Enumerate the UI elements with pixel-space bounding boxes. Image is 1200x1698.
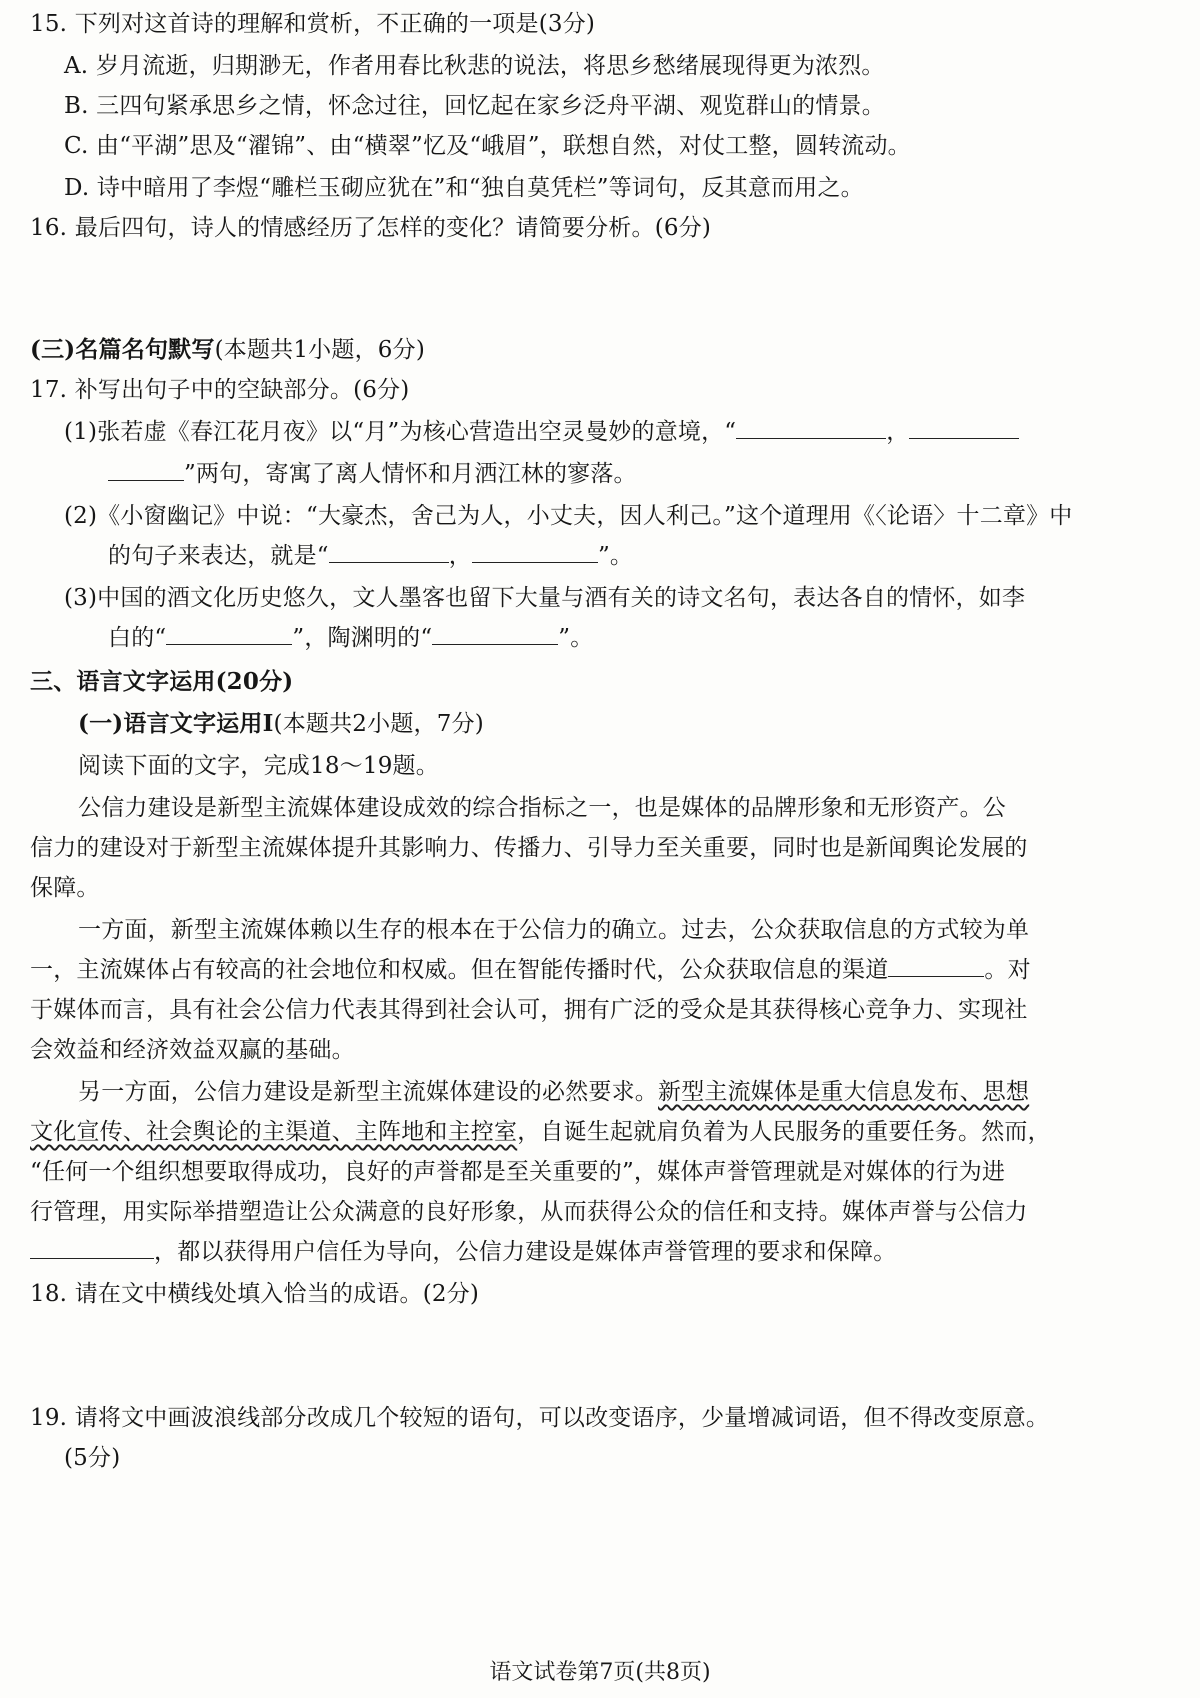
q17-item2-line1: (2)《小窗幽记》中说：“大豪杰，舍己为人，小丈夫，因人利己。”这个道理用《〈论语〉十二章》中	[64, 503, 1073, 529]
passage-p2-line2-tail: 。对	[984, 957, 1031, 983]
answer-blank	[329, 540, 449, 563]
passage-p3-line1-text: 另一方面，公信力建设是新型主流媒体建设的必然要求。	[78, 1079, 658, 1105]
q17-item1-line2	[108, 458, 637, 490]
q15-option-c: C. 由“平湖”思及“濯锦”、由“横翠”忆及“峨眉”，联想自然，对仗工整，圆转流动。	[64, 133, 911, 159]
passage-p1-line1: 公信力建设是新型主流媒体建设成效的综合指标之一，也是媒体的品牌形象和无形资产。公	[78, 795, 1006, 821]
q17-item1-tail: ”两句，寄寓了离人情怀和月洒江林的寥落。	[184, 461, 637, 487]
part-3-title: 三、语言文字运用(20分)	[30, 668, 294, 695]
wavy-underline-text: 文化宣传、社会舆论的主渠道、主阵地和主控室	[30, 1119, 518, 1145]
page-footer: 语文试卷第7页(共8页)	[489, 1660, 711, 1685]
q17-item1-text: (1)张若虚《春江花月夜》以“月”为核心营造出空灵曼妙的意境，“	[64, 419, 737, 445]
q17-item1-line1	[64, 416, 1019, 448]
q17-item2-line2	[108, 540, 633, 572]
q17-item2-head: 的句子来表达，就是“	[108, 543, 329, 569]
q18-stem: 18. 请在文中横线处填入恰当的成语。(2分)	[30, 1281, 480, 1307]
answer-blank	[888, 954, 984, 977]
passage-p2-line1: 一方面，新型主流媒体赖以生存的根本在于公信力的确立。过去，公众获取信息的方式较为单	[78, 917, 1030, 943]
q17-item3-mid: ”，陶渊明的“	[292, 625, 433, 651]
answer-blank	[30, 1236, 154, 1259]
q15-option-a: A. 岁月流逝，归期渺无，作者用春比秋悲的说法，将思乡愁绪展现得更为浓烈。	[64, 53, 885, 79]
q17-item2-comma: ，	[448, 543, 472, 569]
passage-p2-line2-text: 一，主流媒体占有较高的社会地位和权威。但在智能传播时代，公众获取信息的渠道	[30, 957, 889, 983]
q17-stem: 17. 补写出句子中的空缺部分。(6分)	[30, 377, 410, 403]
q17-item3-tail: ”。	[558, 625, 594, 651]
q19-score: (5分)	[64, 1445, 121, 1471]
passage-p3-line3: “任何一个组织想要取得成功，良好的声誉都是至关重要的”，媒体声誉管理就是对媒体的行为进	[30, 1159, 1006, 1185]
passage-p3-line2-tail: ，自诞生起就肩负着为人民服务的重要任务。然而，	[517, 1119, 1051, 1145]
passage-p3-line2	[30, 1116, 1051, 1148]
section-3-title: (三)名篇名句默写	[30, 336, 215, 363]
answer-blank	[909, 416, 1019, 439]
reading-intro: 阅读下面的文字，完成18～19题。	[78, 753, 439, 779]
subsection-1-note: (本题共2小题，7分)	[273, 711, 484, 737]
wavy-underline-text: 新型主流媒体是重大信息发布、思想	[658, 1079, 1030, 1105]
answer-blank	[108, 458, 184, 481]
answer-blank	[432, 622, 558, 645]
passage-p2-line3: 于媒体而言，具有社会公信力代表其得到社会认可，拥有广泛的受众是其获得核心竞争力、实现社	[30, 997, 1028, 1023]
q16-stem: 16. 最后四句，诗人的情感经历了怎样的变化？请简要分析。(6分)	[30, 215, 712, 241]
passage-p3-line5	[30, 1236, 896, 1268]
answer-blank	[472, 540, 598, 563]
q15-option-d: D. 诗中暗用了李煜“雕栏玉砌应犹在”和“独自莫凭栏”等词句，反其意而用之。	[64, 175, 864, 201]
passage-p3-line4: 行管理，用实际举措塑造让公众满意的良好形象，从而获得公众的信任和支持。媒体声誉与公信力	[30, 1199, 1028, 1225]
passage-p1-line2: 信力的建设对于新型主流媒体提升其影响力、传播力、引导力至关重要，同时也是新闻舆论发展的	[30, 835, 1028, 861]
q17-item3-line2	[108, 622, 593, 654]
q17-item3-line1: (3)中国的酒文化历史悠久，文人墨客也留下大量与酒有关的诗文名句，表达各自的情怀，如李	[64, 585, 1026, 611]
q19-stem: 19. 请将文中画波浪线部分改成几个较短的语句，可以改变语序，少量增减词语，但不得改变原意。	[30, 1405, 1050, 1431]
passage-p2-line4: 会效益和经济效益双赢的基础。	[30, 1037, 355, 1063]
passage-p2-line2	[30, 954, 1031, 986]
passage-p3-line1	[78, 1076, 1029, 1108]
section-3-note: (本题共1小题，6分)	[214, 337, 425, 363]
subsection-1-heading	[78, 708, 484, 740]
passage-p3-line5-text: ，都以获得用户信任为导向，公信力建设是媒体声誉管理的要求和保障。	[154, 1239, 897, 1265]
q15-option-b: B. 三四句紧承思乡之情，怀念过往，回忆起在家乡泛舟平湖、观览群山的情景。	[64, 93, 885, 119]
answer-blank	[166, 622, 292, 645]
passage-p1-line3: 保障。	[30, 875, 100, 901]
q17-item2-tail: ”。	[597, 543, 634, 569]
q17-item3-head: 白的“	[108, 625, 167, 651]
section-3-heading	[30, 334, 425, 366]
answer-blank	[736, 416, 886, 439]
q15-stem: 15. 下列对这首诗的理解和赏析，不正确的一项是(3分)	[30, 11, 596, 37]
subsection-1-title: (一)语言文字运用Ⅰ	[78, 710, 274, 737]
q17-item1-comma: ，	[886, 419, 910, 445]
